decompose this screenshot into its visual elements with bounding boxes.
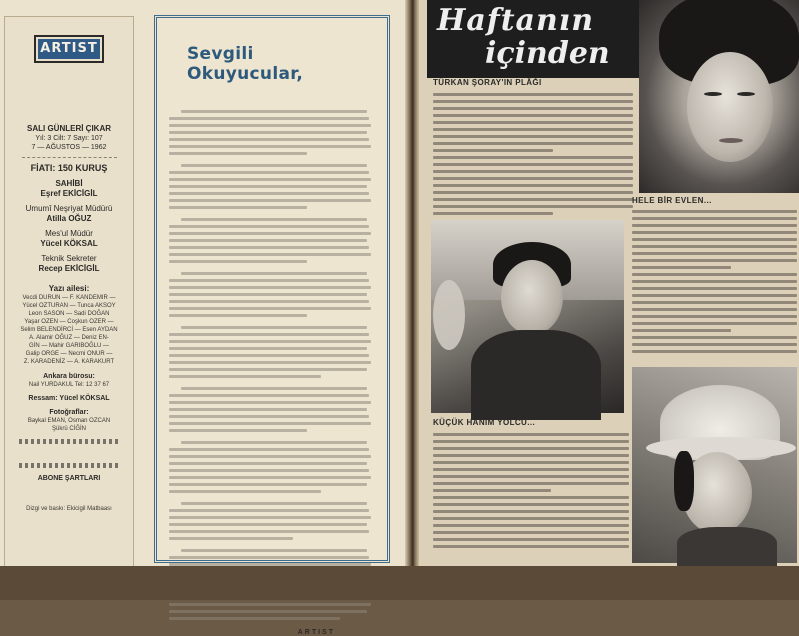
tech-name: Recep EKİCİGİL — [38, 264, 100, 273]
text-line — [433, 524, 629, 527]
headline-evlen: HELE BİR EVLEN... — [632, 196, 712, 205]
text-line — [433, 107, 633, 110]
letter-body — [169, 110, 375, 620]
text-paragraph — [169, 326, 375, 378]
text-line — [632, 350, 797, 353]
text-line — [632, 273, 797, 276]
text-line — [632, 301, 797, 304]
photo-names: Baykal EMAN, Osman OZCAN — [27, 418, 111, 424]
text-line — [632, 224, 797, 227]
text-paragraph — [169, 110, 375, 155]
banner-line-2: içinden — [485, 36, 610, 71]
issue-line: Yıl: 3 Cilt: 7 Sayı: 107 — [35, 135, 103, 142]
text-line — [433, 177, 633, 180]
text-line — [433, 475, 629, 478]
text-line — [632, 266, 731, 269]
text-line — [433, 510, 629, 513]
article-evlen-body — [632, 210, 797, 353]
ankara-label: Ankara bürosu: — [43, 373, 95, 380]
editor-name: Yücel KÖKSAL — [40, 239, 98, 248]
photo-label: Fotoğraflar: — [49, 409, 89, 416]
text-line — [433, 100, 633, 103]
staff-line: GİN — Mahir GARIBOĞLU — — [28, 343, 109, 349]
staff-line: Selim BELENDİRCİ — Esen AYDAN — [20, 327, 118, 333]
text-line — [433, 517, 629, 520]
portrait-photo-top — [639, 0, 799, 193]
photo-woman-hat — [632, 367, 797, 563]
masthead-column — [4, 16, 134, 571]
staff-line: Yücel OZTURAN — Tunca AKSOY — [22, 303, 116, 309]
staff-title: Yazı ailesi: — [48, 284, 90, 293]
photo-man — [431, 220, 624, 413]
text-line — [433, 489, 551, 492]
printer: Dizgi ve baskı: Ekicigil Matbaası — [26, 506, 112, 512]
wavy-divider — [19, 439, 119, 444]
article-turkan — [433, 78, 633, 219]
text-paragraph — [169, 218, 375, 263]
text-line — [433, 461, 629, 464]
text-paragraph — [169, 272, 375, 317]
text-line — [433, 447, 629, 450]
staff-line: A. Alamir OĞUZ — Deniz EN- — [29, 335, 109, 341]
text-line — [433, 121, 633, 124]
headline-turkan: TÜRKAN ŞORAY'IN PLÂĞI — [433, 78, 542, 87]
text-line — [632, 336, 797, 339]
text-paragraph — [169, 387, 375, 432]
section-banner — [427, 0, 640, 78]
text-line — [433, 433, 629, 436]
editorial-letter — [154, 15, 390, 636]
text-line — [632, 259, 797, 262]
staff-line: Yaşar OZEN — Coşkun OZER — — [24, 319, 114, 325]
text-line — [433, 468, 629, 471]
editor-label: Mes'ul Müdür — [45, 229, 93, 238]
text-line — [433, 114, 633, 117]
text-line — [433, 170, 633, 173]
text-paragraph — [169, 164, 375, 209]
text-line — [632, 343, 797, 346]
text-line — [433, 454, 629, 457]
text-line — [632, 287, 797, 290]
photo-names-2: Şükrü CİĞİN — [51, 426, 86, 432]
text-line — [433, 212, 553, 215]
staff-line: Leon SASON — Sadi DOĞAN — [28, 311, 110, 317]
issue-date: 7 — AĞUSTOS — 1962 — [31, 144, 107, 151]
magazine-spine — [405, 0, 419, 600]
text-paragraph — [169, 502, 375, 540]
text-line — [632, 315, 797, 318]
artist-label: Ressam: Yücel KÖKSAL — [28, 395, 110, 402]
table-surface — [0, 566, 799, 600]
owner-name: Eşref EKİCİGİL — [40, 189, 98, 198]
text-line — [433, 163, 633, 166]
text-line — [632, 308, 797, 311]
text-line — [433, 205, 633, 208]
staff-line: Galip ORGE — Necmi ONUR — — [25, 351, 113, 357]
text-paragraph — [169, 441, 375, 493]
letter-signature: ARTIST — [297, 629, 335, 636]
text-line — [433, 545, 629, 548]
publication-day: SALI GÜNLERİ ÇIKAR — [27, 124, 111, 133]
masthead-fineprint — [5, 69, 133, 76]
staff-line: Z. KARADENİZ — A. KARAKURT — [23, 359, 115, 365]
text-line — [433, 496, 629, 499]
subscription-title: ABONE ŞARTLARI — [37, 475, 101, 482]
text-line — [632, 294, 797, 297]
text-line — [632, 329, 731, 332]
ankara-name: Nail YURDAKUL Tel: 12 37 67 — [28, 382, 110, 388]
article-yolcu — [433, 418, 629, 552]
text-line — [433, 503, 629, 506]
text-line — [433, 440, 629, 443]
text-line — [632, 280, 797, 283]
text-line — [632, 245, 797, 248]
text-line — [433, 538, 629, 541]
text-line — [632, 210, 797, 213]
banner-line-1: Haftanın — [437, 3, 595, 38]
fineprint-block — [5, 450, 133, 457]
price: FİATI: 150 KURUŞ — [30, 163, 108, 173]
text-line — [433, 198, 633, 201]
text-line — [632, 238, 797, 241]
text-line — [632, 252, 797, 255]
text-line — [433, 128, 633, 131]
masthead-address — [5, 101, 133, 108]
text-line — [433, 149, 553, 152]
tech-label: Teknik Sekreter — [41, 254, 97, 263]
masthead-fineprint-2 — [5, 76, 133, 83]
letter-title: Sevgili Okuyucular, — [187, 44, 304, 84]
owner-label: SAHİBİ — [55, 179, 83, 188]
text-line — [632, 217, 797, 220]
article-turkan-body — [433, 93, 633, 215]
headline-yolcu: KÜÇÜK HANIM YOLCU... — [433, 418, 536, 427]
logo-text: ARTIST — [38, 39, 100, 59]
article-evlen — [632, 196, 797, 357]
text-line — [433, 191, 633, 194]
text-line — [433, 142, 633, 145]
text-line — [433, 531, 629, 534]
staff-line: Vecdi DURUN — F. KANDEMIR — — [22, 295, 116, 301]
divider — [22, 157, 117, 158]
text-line — [433, 93, 633, 96]
artist-logo — [34, 35, 104, 63]
text-line — [433, 482, 629, 485]
text-line — [433, 135, 633, 138]
text-line — [632, 231, 797, 234]
director-label: Umumî Neşriyat Müdürü — [25, 204, 113, 213]
wavy-divider-2 — [19, 463, 119, 468]
text-line — [632, 322, 797, 325]
article-yolcu-body — [433, 433, 629, 548]
text-line — [433, 156, 633, 159]
director-name: Atilla OĞUZ — [46, 214, 92, 223]
right-page — [419, 0, 799, 600]
staff-list — [5, 294, 133, 366]
text-line — [433, 184, 633, 187]
